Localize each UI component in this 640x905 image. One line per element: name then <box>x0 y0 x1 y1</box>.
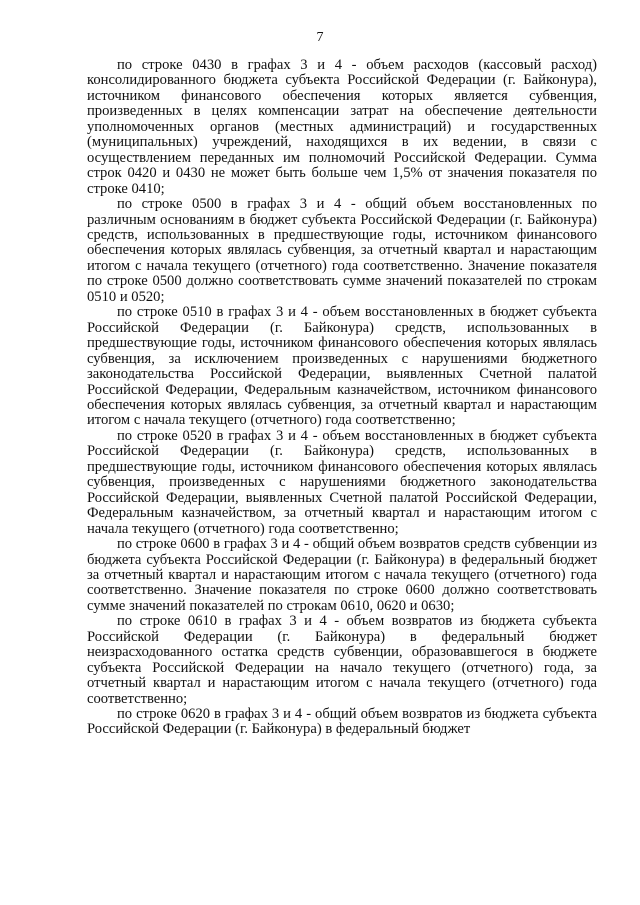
page-number: 7 <box>316 30 324 45</box>
paragraph-line-0430: по строке 0430 в графах 3 и 4 - объем расходов (кассовый расход) консолидированного бюджета субъекта Российской Федерации (г. Байконура), источником финансового обеспечения которых является субвенция, произведенных в целях компенсации затрат на обеспечение деятельности уполномоченных органов (местных администраций) и государственных (муниципальных) учреждений, находящихся в их ведении, в связи с осуществлением переданных им полномочий Российской Федерации. Сумма строк 0420 и 0430 не может быть больше чем 1,5% от значения показателя по строке 0410; <box>87 57 597 197</box>
paragraph-line-0620: по строке 0620 в графах 3 и 4 - общий объем возвратов из бюджета субъекта Российской Федерации (г. Байконура) в федеральный бюджет <box>87 706 597 738</box>
paragraph-line-0510: по строке 0510 в графах 3 и 4 - объем восстановленных в бюджет субъекта Российской Федерации (г. Байконура) средств, использованных в предшествующие годы, источником финансового обеспечения которых являлась субвенция, за исключением произведенных с нарушениями бюджетного законодательства Российской Федерации, выявленных Счетной палатой Российской Федерации, Федеральным казначейством, источником финансового обеспечения которых являлась субвенция, за отчетный квартал и нарастающим итогом с начала текущего (отчетного) года соответственно; <box>87 304 597 429</box>
paragraph-line-0500: по строке 0500 в графах 3 и 4 - общий объем восстановленных по различным основаниям в бюджет субъекта Российской Федерации (г. Байконура) средств, использованных в предшествующие годы, источником финансового обеспечения которых являлась субвенция, за отчетный квартал и нарастающим итогом с начала текущего (отчетного) года соответственно. Значение показателя по строке 0500 должно соответствовать сумме значений показателей по строкам 0510 и 0520; <box>87 196 597 305</box>
paragraph-line-0520: по строке 0520 в графах 3 и 4 - объем восстановленных в бюджет субъекта Российской Федерации (г. Байконура) средств, использованных в предшествующие годы, источником финансового обеспечения которых являлась субвенция, произведенных с нарушениями бюджетного законодательства Российской Федерации, выявленных Счетной палатой Российской Федерации, Федеральным казначейством, за отчетный квартал и нарастающим итогом с начала текущего (отчетного) года соответственно; <box>87 427 597 537</box>
document-body <box>87 58 597 738</box>
paragraph-line-0610: по строке 0610 в графах 3 и 4 - объем возвратов из бюджета субъекта Российской Федерации (г. Байконура) в федеральный бюджет неизрасходованного остатка средств субвенции, образовавшегося в бюджете субъекта Российской Федерации на начало текущего (отчетного) года, за отчетный квартал и нарастающим итогом с начала текущего (отчетного) года соответственно; <box>87 613 597 707</box>
paragraph-line-0600: по строке 0600 в графах 3 и 4 - общий объем возвратов средств субвенции из бюджета субъекта Российской Федерации (г. Байконура) в федеральный бюджет за отчетный квартал и нарастающим итогом с начала текущего (отчетного) года соответственно. Значение показателя по строке 0600 должно соответствовать сумме значений показателей по строкам 0610, 0620 и 0630; <box>87 536 597 614</box>
